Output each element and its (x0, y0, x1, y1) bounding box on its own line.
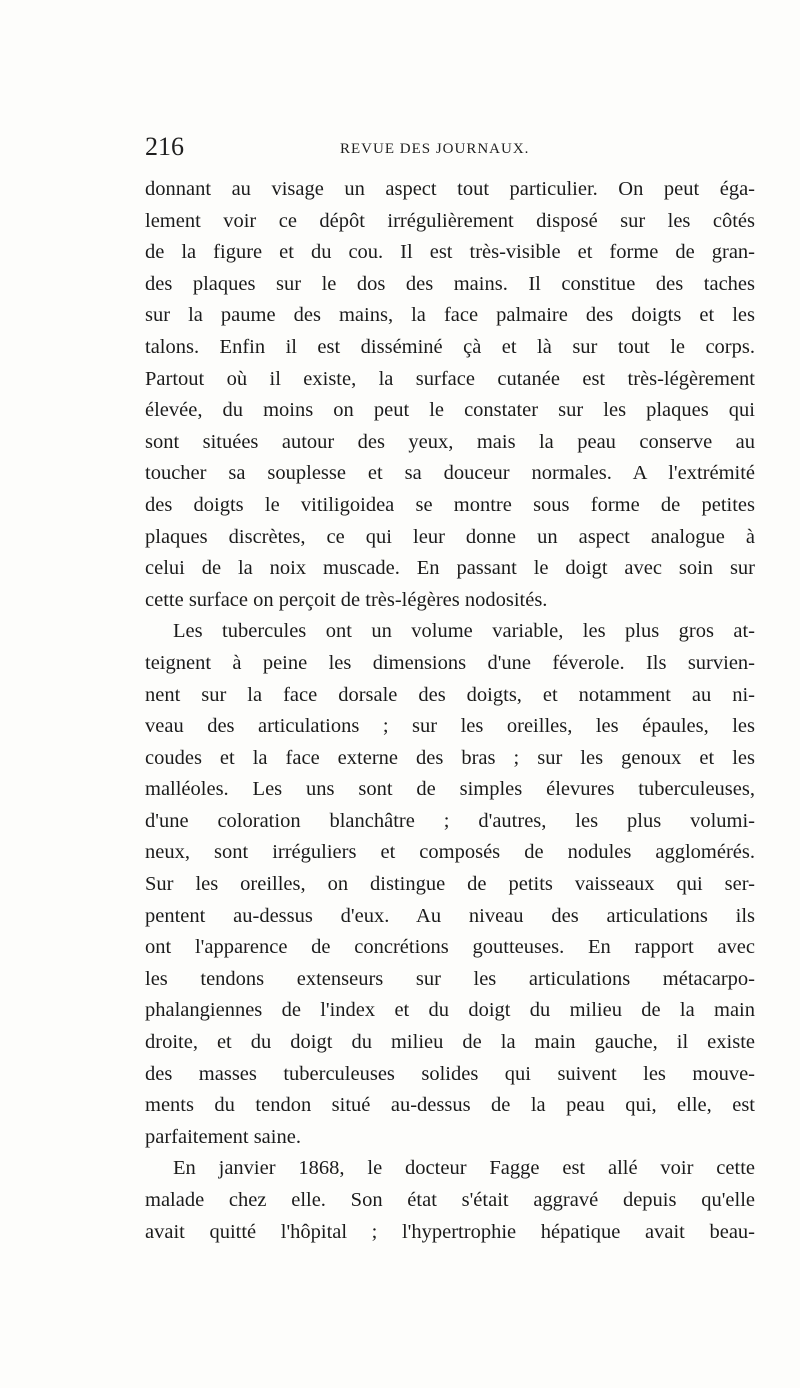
text-line: teignent à peine les dimensions d'une féverole. Ils survien- (145, 651, 755, 674)
text-line: ments du tendon situé au-dessus de la peau qui, elle, est (145, 1094, 755, 1117)
text-line: coudes et la face externe des bras ; sur les genoux et les (145, 746, 755, 769)
text-line: Partout où il existe, la surface cutanée est très-légèrement (145, 367, 755, 390)
text-line: neux, sont irréguliers et composés de nodules agglomérés. (145, 841, 755, 864)
text-line: sur la paume des mains, la face palmaire des doigts et les (145, 304, 755, 327)
text-line: nent sur la face dorsale des doigts, et notamment au ni- (145, 683, 755, 706)
text-line: des doigts le vitiligoidea se montre sous forme de petites (145, 493, 755, 516)
text-line: Les tubercules ont un volume variable, les plus gros at- (173, 620, 755, 643)
text-line: donnant au visage un aspect tout particulier. On peut éga- (145, 178, 755, 200)
text-line: talons. Enfin il est disséminé çà et là sur tout le corps. (145, 335, 755, 358)
text-line: ont l'apparence de concrétions goutteuses. En rapport avec (145, 936, 755, 959)
text-line: veau des articulations ; sur les oreilles, les épaules, les (145, 715, 755, 738)
running-head: REVUE DES JOURNAUX. (340, 141, 530, 157)
text-line: celui de la noix muscade. En passant le doigt avec soin sur (145, 557, 755, 580)
text-line: droite, et du doigt du milieu de la main gauche, il existe (145, 1031, 755, 1054)
text-line: phalangiennes de l'index et du doigt du milieu de la main (145, 999, 755, 1022)
text-line: malade chez elle. Son état s'était aggravé depuis qu'elle (145, 1189, 755, 1211)
text-line: parfaitement saine. (145, 1125, 301, 1148)
text-line: cette surface on perçoit de très-légères nodosités. (145, 588, 548, 611)
text-line: En janvier 1868, le docteur Fagge est allé voir cette (173, 1157, 755, 1180)
text-line: des plaques sur le dos des mains. Il constitue des taches (145, 272, 755, 295)
text-line: lement voir ce dépôt irrégulièrement disposé sur les côtés (145, 209, 755, 232)
text-line: élevée, du moins on peut le constater sur les plaques qui (145, 399, 755, 422)
page-number: 216 (145, 132, 184, 161)
text-line: sont situées autour des yeux, mais la peau conserve au (145, 430, 755, 453)
page-header (145, 132, 755, 162)
text-line: pentent au-dessus d'eux. Au niveau des articulations ils (145, 904, 755, 927)
text-line: d'une coloration blanchâtre ; d'autres, les plus volumi- (145, 809, 755, 832)
text-line: de la figure et du cou. Il est très-visible et forme de gran- (145, 241, 755, 264)
text-line: les tendons extenseurs sur les articulations métacarpo- (145, 967, 755, 990)
text-line: malléoles. Les uns sont de simples élevures tuberculeuses, (145, 778, 755, 801)
text-line: toucher sa souplesse et sa douceur normales. A l'extrémité (145, 462, 755, 485)
text-line: avait quitté l'hôpital ; l'hypertrophie hépatique avait beau- (145, 1220, 755, 1243)
text-line: plaques discrètes, ce qui leur donne un aspect analogue à (145, 525, 755, 548)
text-line: des masses tuberculeuses solides qui suivent les mouve- (145, 1062, 755, 1085)
body-text (145, 174, 755, 1248)
text-line: Sur les oreilles, on distingue de petits vaisseaux qui ser- (145, 873, 755, 896)
